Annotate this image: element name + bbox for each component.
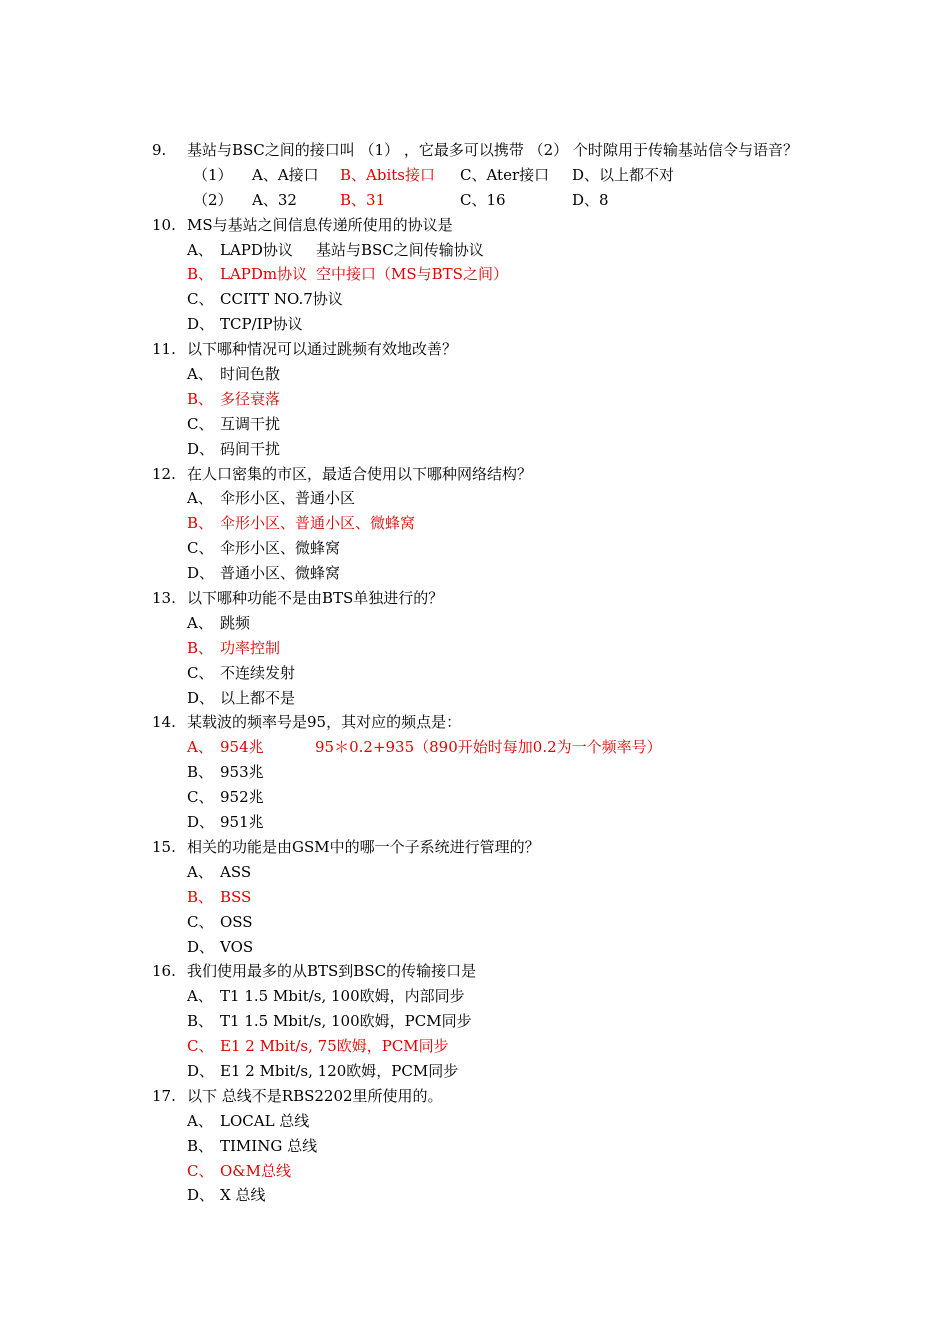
question-line	[0, 1084, 950, 1109]
option-text: 伞形小区、微蜂窝	[220, 539, 341, 558]
option-text: 互调干扰	[220, 414, 281, 433]
option-label: A、	[187, 738, 213, 757]
option-line	[0, 1109, 950, 1134]
option-text: 953兆	[220, 763, 264, 782]
sub-question-line	[0, 163, 950, 188]
option-line	[0, 511, 950, 536]
option-text: 码间干扰	[220, 439, 281, 458]
option-text: 952兆	[220, 788, 264, 807]
option-line	[0, 1183, 950, 1208]
option-label: B、	[187, 265, 214, 284]
option-cell: D、8	[572, 190, 609, 209]
option-text: X 总线	[220, 1186, 266, 1205]
option-label: D、	[187, 1186, 215, 1205]
option-line	[0, 1034, 950, 1059]
option-line	[0, 984, 950, 1009]
option-cell: A、A接口	[252, 165, 319, 184]
option-label: B、	[187, 763, 214, 782]
question-line	[0, 586, 950, 611]
sub-question-prefix: （2）	[193, 190, 233, 209]
option-label: A、	[187, 987, 213, 1006]
option-label: D、	[187, 813, 215, 832]
option-note: 95＊0.2+935（890开始时每加0.2为一个频率号）	[315, 738, 662, 757]
option-line	[0, 312, 950, 337]
option-label: C、	[187, 788, 214, 807]
option-label: C、	[187, 414, 214, 433]
option-line	[0, 1159, 950, 1184]
option-text: BSS	[220, 887, 252, 906]
option-line	[0, 611, 950, 636]
option-label: C、	[187, 290, 214, 309]
option-note: 基站与BSC之间传输协议	[316, 240, 484, 259]
question-line	[0, 835, 950, 860]
option-label: D、	[187, 1061, 215, 1080]
option-label: C、	[187, 539, 214, 558]
question-number: 10.	[152, 215, 176, 234]
question-text: 我们使用最多的从BTS到BSC的传输接口是	[187, 962, 477, 981]
option-text: T1 1.5 Mbit/s, 100欧姆，内部同步	[220, 987, 465, 1006]
option-label: D、	[187, 937, 215, 956]
option-line	[0, 387, 950, 412]
option-label: A、	[187, 365, 213, 384]
option-cell: D、以上都不对	[572, 165, 675, 184]
sub-question-line	[0, 188, 950, 213]
option-line	[0, 287, 950, 312]
question-line	[0, 337, 950, 362]
option-text: ASS	[220, 862, 252, 881]
question-number: 14.	[152, 713, 176, 732]
option-line	[0, 1134, 950, 1159]
question-number: 15.	[152, 837, 176, 856]
option-line	[0, 486, 950, 511]
option-text: 以上都不是	[220, 688, 296, 707]
option-line	[0, 561, 950, 586]
option-label: B、	[187, 1136, 214, 1155]
option-text: O&M总线	[220, 1161, 292, 1180]
option-label: B、	[187, 389, 214, 408]
option-line	[0, 885, 950, 910]
option-label: A、	[187, 613, 213, 632]
option-text: OSS	[220, 912, 253, 931]
option-label: B、	[187, 638, 214, 657]
question-text: 以下哪种情况可以通过跳频有效地改善？	[187, 340, 458, 359]
option-label: D、	[187, 564, 215, 583]
option-text: CCITT NO.7协议	[220, 290, 343, 309]
option-text: VOS	[220, 937, 254, 956]
option-line	[0, 437, 950, 462]
option-label: A、	[187, 1111, 213, 1130]
option-text: 954兆	[220, 738, 264, 757]
option-line	[0, 860, 950, 885]
option-label: C、	[187, 663, 214, 682]
question-text: 在人口密集的市区，最适合使用以下哪种网络结构？	[187, 464, 533, 483]
option-label: D、	[187, 439, 215, 458]
option-text: 时间色散	[220, 365, 281, 384]
option-text: LOCAL 总线	[220, 1111, 310, 1130]
question-text: 基站与BSC之间的接口叫 （1） ，它最多可以携带 （2） 个时隙用于传输基站信令与语音？	[187, 141, 798, 159]
option-line	[0, 636, 950, 661]
option-text: 伞形小区、普通小区、微蜂窝	[220, 514, 416, 533]
option-text: 跳频	[220, 613, 251, 632]
option-label: B、	[187, 514, 214, 533]
option-text: 伞形小区、普通小区	[220, 489, 356, 508]
option-line	[0, 536, 950, 561]
option-line	[0, 1009, 950, 1034]
option-label: B、	[187, 1012, 214, 1031]
question-line	[0, 213, 950, 238]
question-line	[0, 710, 950, 735]
option-text: LAPDm协议	[220, 265, 308, 284]
option-text: E1 2 Mbit/s, 120欧姆，PCM同步	[220, 1061, 459, 1080]
question-number: 16.	[152, 962, 176, 981]
option-cell: B、Abits接口	[340, 165, 435, 184]
option-line	[0, 661, 950, 686]
option-text: 不连续发射	[220, 663, 296, 682]
option-label: C、	[187, 1161, 214, 1180]
question-text: 相关的功能是由GSM中的哪一个子系统进行管理的？	[187, 837, 540, 856]
option-line	[0, 362, 950, 387]
option-text: 普通小区、微蜂窝	[220, 564, 341, 583]
option-text: TIMING 总线	[220, 1136, 318, 1155]
option-text: LAPD协议	[220, 240, 293, 259]
option-line	[0, 238, 950, 263]
option-line	[0, 935, 950, 960]
option-text: 功率控制	[220, 638, 281, 657]
question-text: 以下 总线不是RBS2202里所使用的。	[187, 1086, 443, 1105]
question-number: 17.	[152, 1086, 176, 1105]
option-line	[0, 412, 950, 437]
question-number: 12.	[152, 464, 176, 483]
option-line	[0, 785, 950, 810]
question-text: MS与基站之间信息传递所使用的协议是	[187, 215, 453, 234]
option-text: 951兆	[220, 813, 264, 832]
option-label: A、	[187, 489, 213, 508]
option-note: 空中接口（MS与BTS之间）	[316, 265, 508, 284]
option-line	[0, 262, 950, 287]
option-line	[0, 735, 950, 760]
question-line	[0, 959, 950, 984]
option-line	[0, 910, 950, 935]
option-label: A、	[187, 862, 213, 881]
question-number: 9.	[152, 141, 167, 159]
option-label: B、	[187, 887, 214, 906]
option-label: D、	[187, 688, 215, 707]
option-label: C、	[187, 1037, 214, 1056]
question-text: 以下哪种功能不是由BTS单独进行的？	[187, 589, 444, 608]
option-cell: A、32	[252, 190, 297, 209]
option-cell: C、16	[460, 190, 506, 209]
question-line	[0, 138, 950, 163]
option-text: 多径衰落	[220, 389, 281, 408]
option-line	[0, 1059, 950, 1084]
sub-question-prefix: （1）	[193, 165, 233, 184]
question-text: 某载波的频率号是95，其对应的频点是：	[187, 713, 462, 732]
question-line	[0, 462, 950, 487]
option-text: E1 2 Mbit/s, 75欧姆，PCM同步	[220, 1037, 449, 1056]
option-cell: C、Ater接口	[460, 165, 550, 184]
question-number: 11.	[152, 340, 176, 359]
option-label: C、	[187, 912, 214, 931]
option-cell: B、31	[340, 190, 386, 209]
document-page	[0, 138, 950, 1208]
option-text: TCP/IP协议	[220, 315, 303, 334]
option-line	[0, 686, 950, 711]
option-line	[0, 760, 950, 785]
option-line	[0, 810, 950, 835]
question-number: 13.	[152, 589, 176, 608]
option-label: A、	[187, 240, 213, 259]
option-label: D、	[187, 315, 215, 334]
option-text: T1 1.5 Mbit/s, 100欧姆，PCM同步	[220, 1012, 472, 1031]
